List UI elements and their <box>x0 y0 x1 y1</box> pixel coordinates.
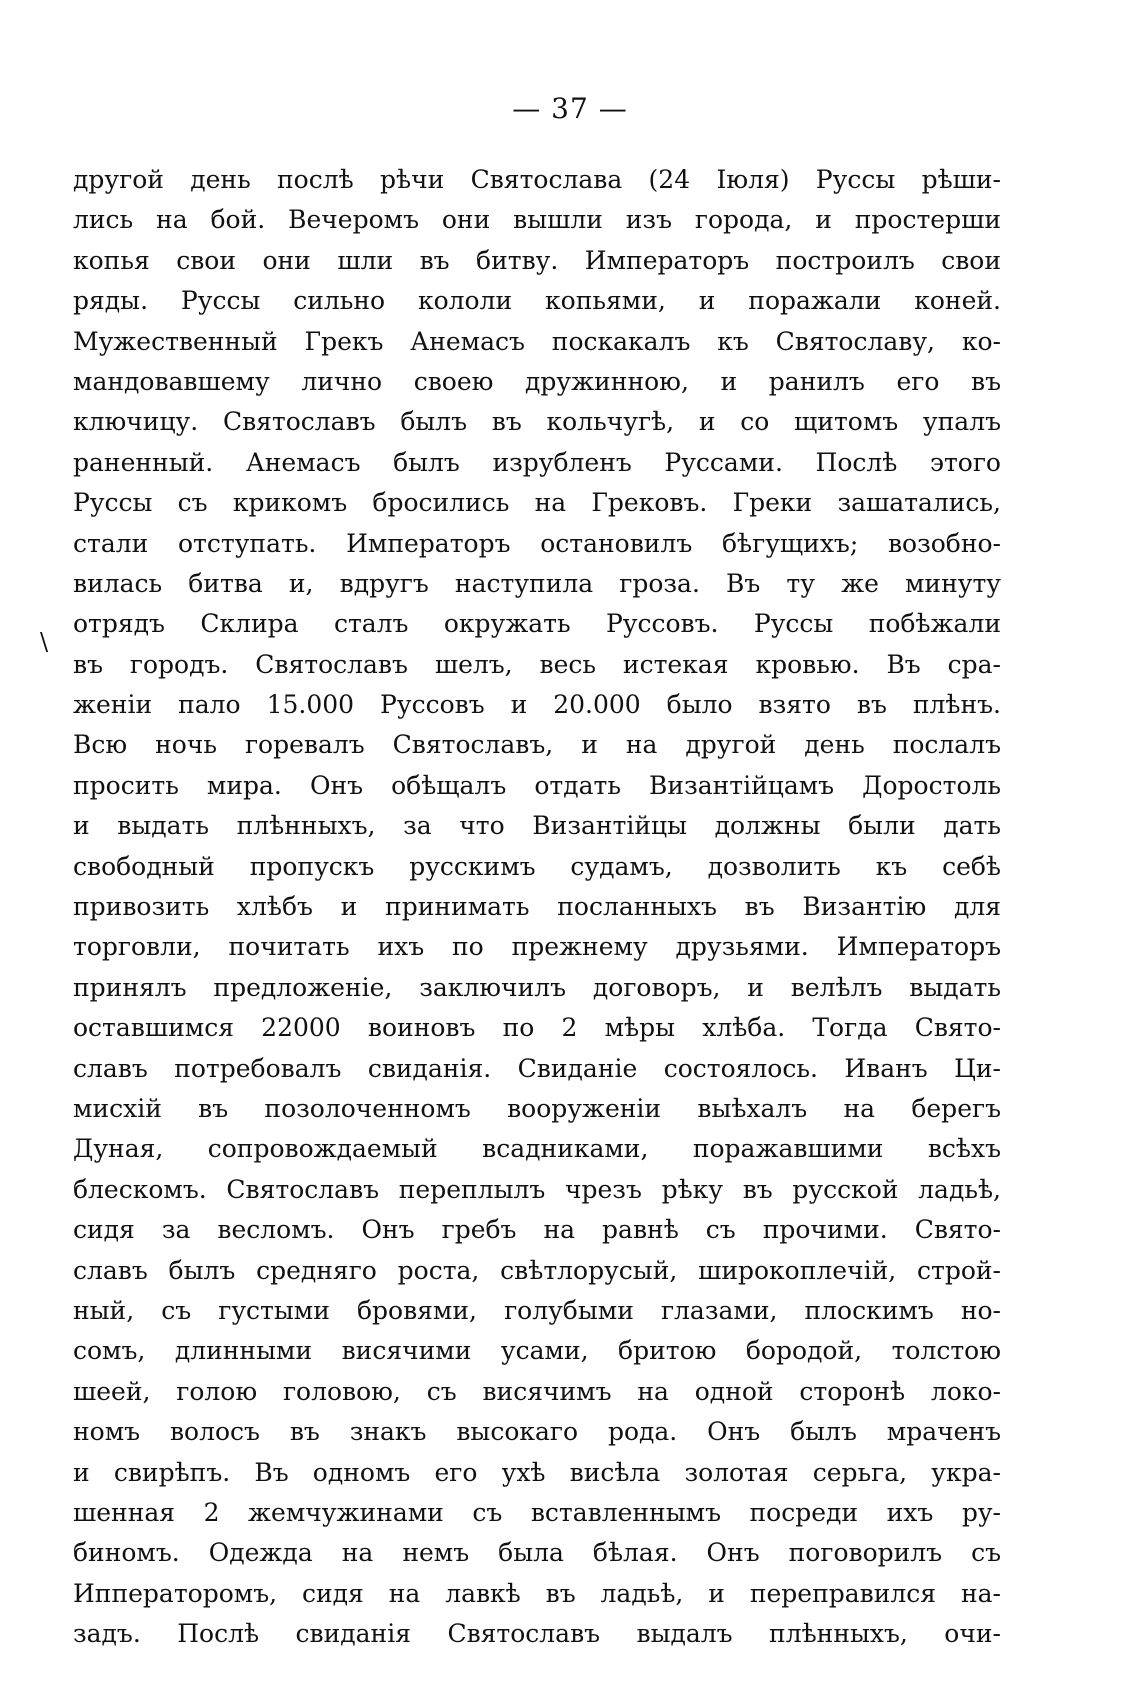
text-line: славъ былъ средняго роста, свѣтлорусый, широкоплечій, строй- <box>73 1255 1001 1285</box>
text-line: копья свои они шли въ битву. Императоръ построилъ свои <box>73 245 1001 275</box>
margin-mark: \ <box>40 628 49 656</box>
text-line: мандовавшему лично своею дружинною, и ранилъ его въ <box>73 366 1001 396</box>
text-line: принялъ предложеніе, заключилъ договоръ, и велѣлъ выдать <box>73 972 1001 1002</box>
text-line: славъ потребовалъ свиданія. Свиданіе состоялось. Иванъ Ци- <box>73 1053 1001 1083</box>
text-line: раненный. Анемасъ былъ изрубленъ Руссами. Послѣ этого <box>73 447 1001 477</box>
text-line: и выдать плѣнныхъ, за что Византійцы должны были дать <box>73 811 1001 841</box>
text-line: ключицу. Святославъ былъ въ кольчугѣ, и со щитомъ упалъ <box>73 407 1001 437</box>
text-line: Дуная, сопровождаемый всадниками, поражавшими всѣхъ <box>73 1134 1001 1164</box>
text-line: Ипператоромъ, сидя на лавкѣ въ ладьѣ, и переправился на- <box>73 1578 1001 1608</box>
text-line: сомъ, длинными висячими усами, бритою бородой, толстою <box>73 1336 1001 1366</box>
text-line: оставшимся 22000 воиновъ по 2 мѣры хлѣба. Тогда Свято- <box>73 1013 1001 1043</box>
text-line: Руссы съ крикомъ бросились на Грековъ. Греки зашатались, <box>73 488 1001 518</box>
body-text <box>73 160 1001 1654</box>
text-line: просить мира. Онъ обѣщалъ отдать Византійцамъ Доростоль <box>73 770 1001 800</box>
text-line: и свирѣпъ. Въ одномъ его ухѣ висѣла золотая серьга, укра- <box>73 1457 1001 1487</box>
text-line: блескомъ. Святославъ переплылъ чрезъ рѣку въ русской ладьѣ, <box>73 1174 1001 1204</box>
text-line: стали отступать. Императоръ остановилъ бѣгущихъ; возобно- <box>73 528 1001 558</box>
text-line: шеей, голою головою, съ висячимъ на одной сторонѣ локо- <box>73 1376 1001 1406</box>
text-line: вилась битва и, вдругъ наступила гроза. Въ ту же минуту <box>73 568 1001 598</box>
text-line: сидя за весломъ. Онъ гребъ на равнѣ съ прочими. Свято- <box>73 1215 1001 1245</box>
text-line: торговли, почитать ихъ по прежнему друзьями. Императоръ <box>73 932 1001 962</box>
text-line: Всю ночь горевалъ Святославъ, и на другой день послалъ <box>73 730 1001 760</box>
text-line: другой день послѣ рѣчи Святослава (24 Іюля) Руссы рѣши- <box>73 165 1001 194</box>
page-number: — 37 — <box>512 92 628 125</box>
text-line: привозить хлѣбъ и принимать посланныхъ въ Византію для <box>73 892 1001 922</box>
text-line: ряды. Руссы сильно кололи копьями, и поражали коней. <box>73 286 1001 316</box>
text-line: ный, съ густыми бровями, голубыми глазами, плоскимъ но- <box>73 1295 1001 1325</box>
text-line: отрядъ Склира сталъ окружать Руссовъ. Руссы побѣжали <box>73 609 1001 639</box>
text-line: Мужественный Грекъ Анемасъ поскакалъ къ Святославу, ко- <box>73 326 1001 356</box>
text-line: свободный пропускъ русскимъ судамъ, дозволить къ себѣ <box>73 851 1001 881</box>
text-line: лись на бой. Вечеромъ они вышли изъ города, и простерши <box>73 205 1001 235</box>
text-line: шенная 2 жемчужинами съ вставленнымъ посреди ихъ ру- <box>73 1497 1001 1527</box>
text-line: биномъ. Одежда на немъ была бѣлая. Онъ поговорилъ съ <box>73 1538 1001 1568</box>
text-line: мисхій въ позолоченномъ вооруженіи выѣхалъ на берегъ <box>73 1093 1001 1123</box>
text-line: женіи пало 15.000 Руссовъ и 20.000 было взято въ плѣнъ. <box>73 690 1001 720</box>
text-line: въ городъ. Святославъ шелъ, весь истекая кровью. Въ сра- <box>73 649 1001 679</box>
text-line: номъ волосъ въ знакъ высокаго рода. Онъ былъ мраченъ <box>73 1417 1001 1447</box>
text-line: задъ. Послѣ свиданія Святославъ выдалъ плѣнныхъ, очи- <box>73 1619 1001 1649</box>
